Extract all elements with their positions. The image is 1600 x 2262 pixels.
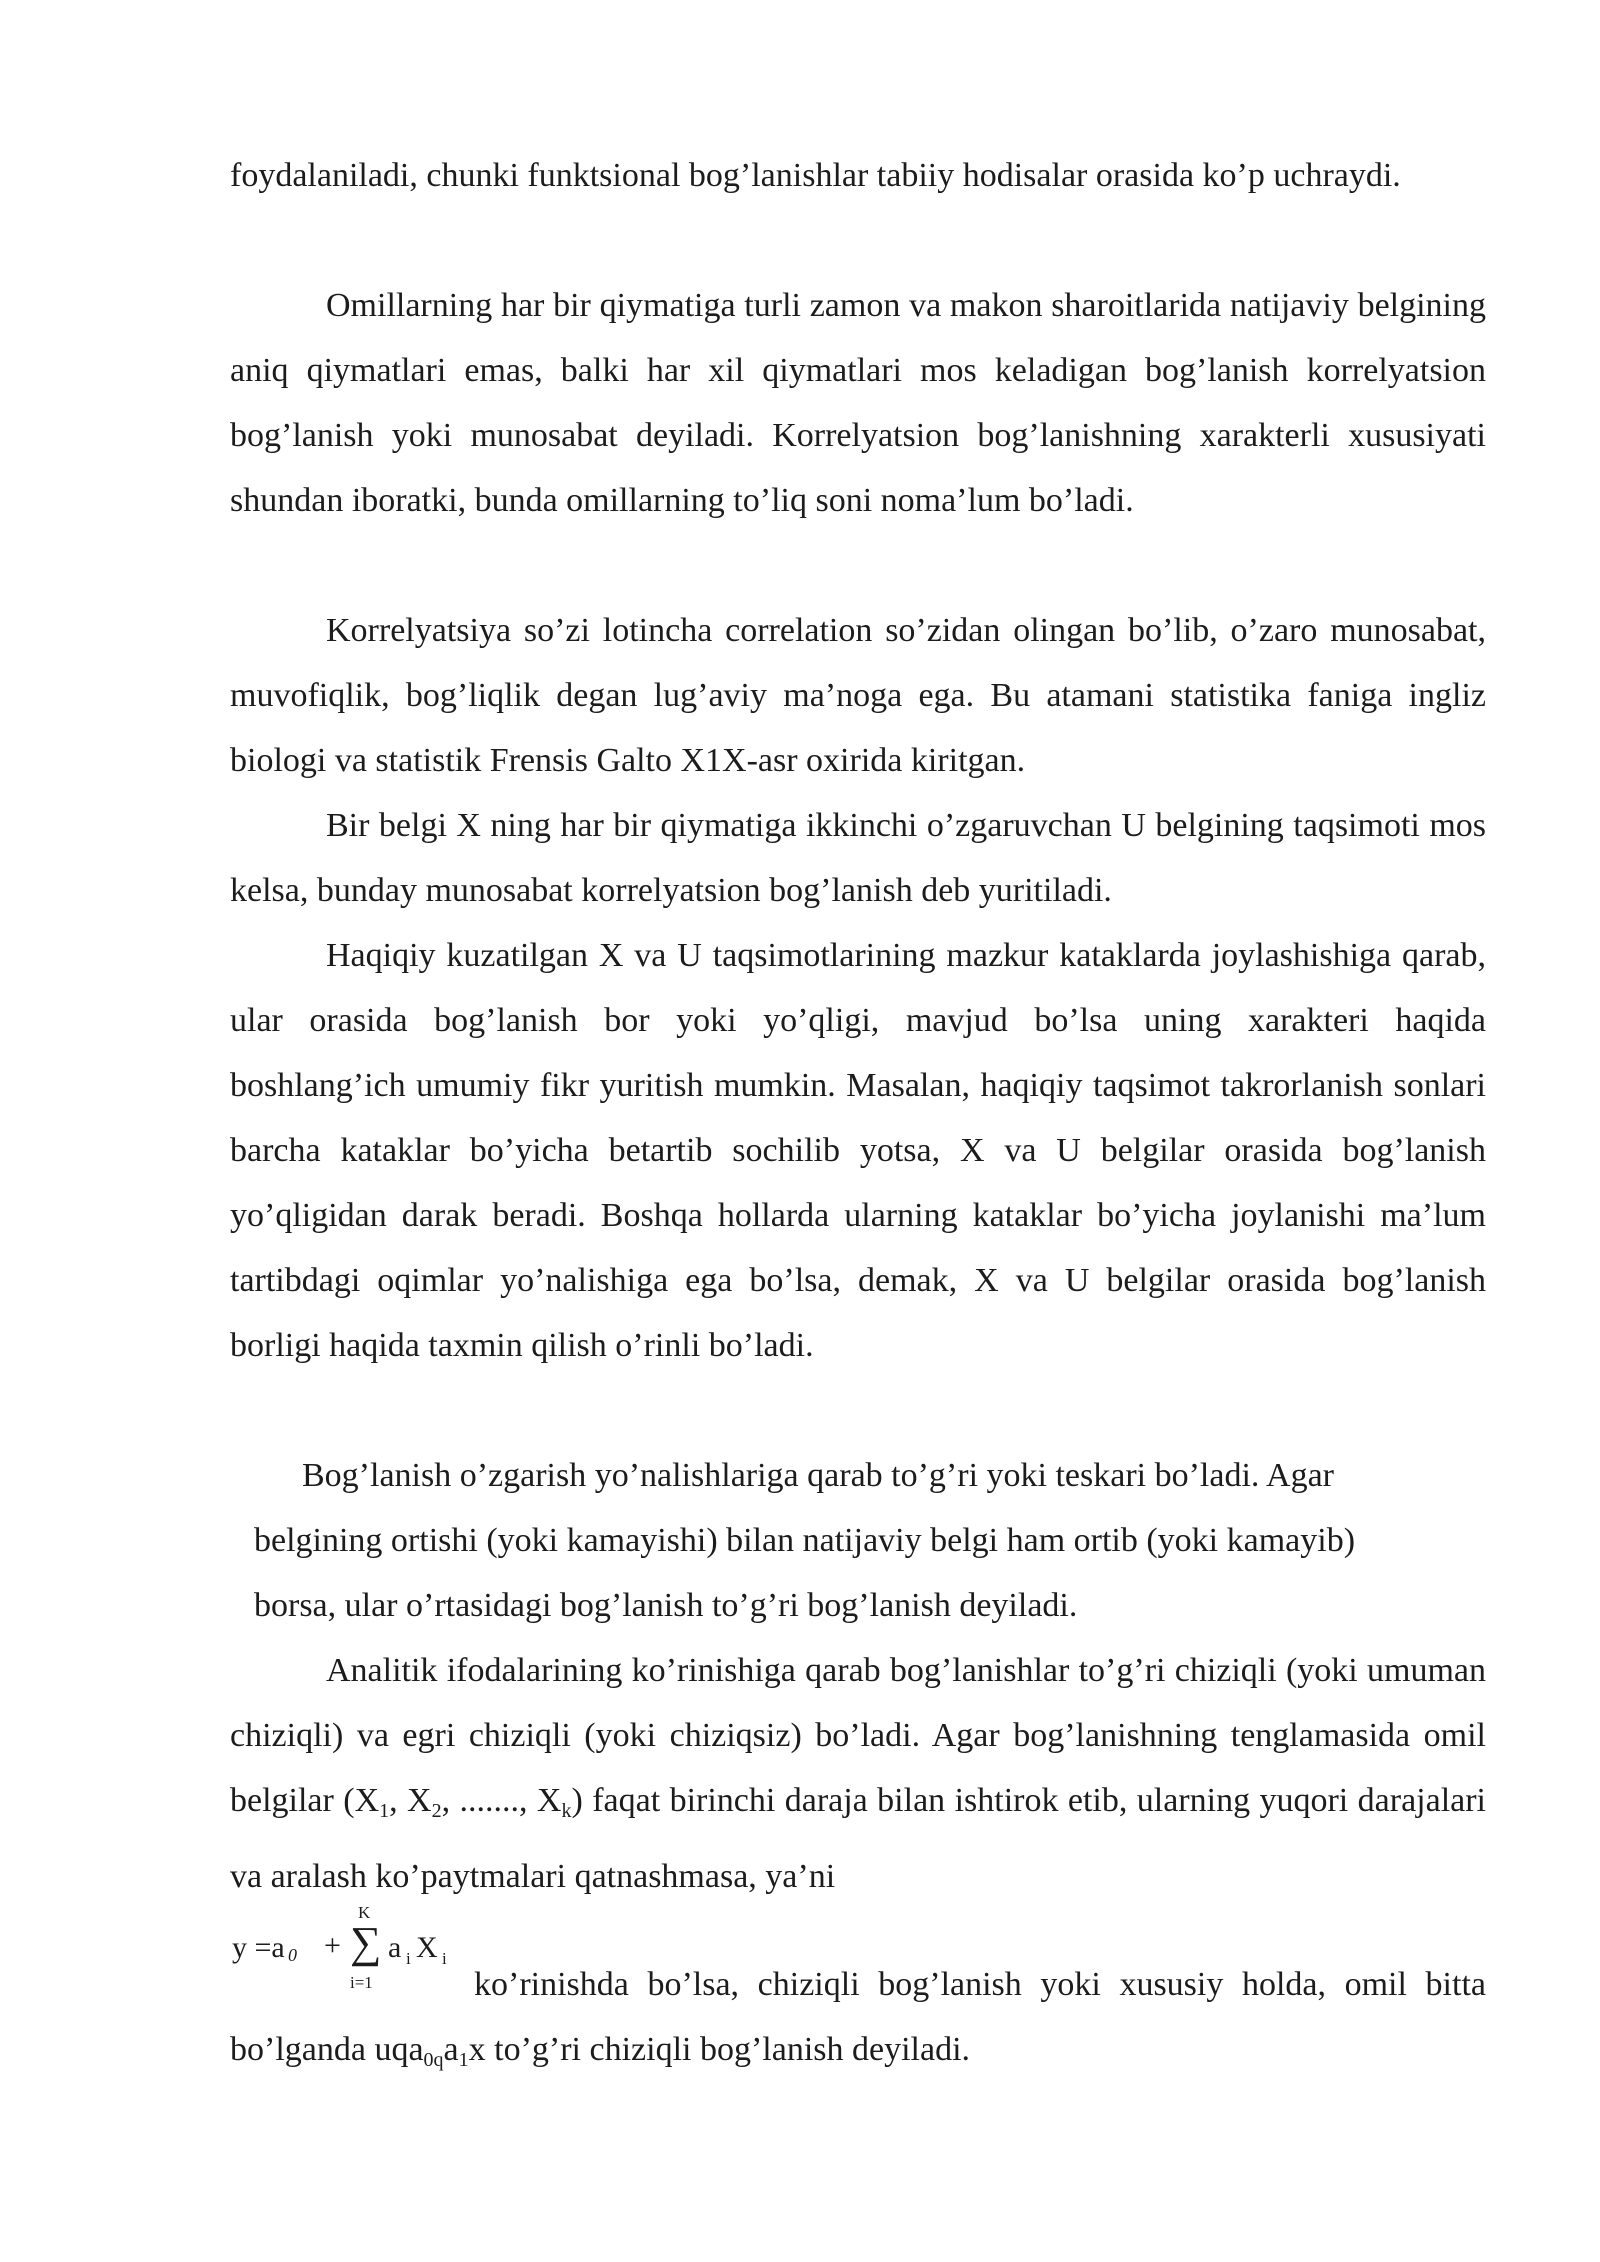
- paragraph-8: ko’rinishda bo’lsa, chiziqli bog’lanish yoki xususiy holda, omil bitta bo’lganda $uqa_{0q}a_1x$ to’g’ri chiziqli bog’lanish deyiladi.: [230, 1966, 1486, 2071]
- paragraph-6-line-3: borsa, ular o’rtasidagi bog’lanish to’g’ri bog’lanish deyiladi.: [254, 1587, 1078, 1624]
- paragraph-3: Korrelyatsiya so’zi lotincha correlation so’zidan olingan bo’lib, o’zaro munosabat, muvofiqlik, bog’liqlik degan lug’aviy ma’noga ega. Bu atamani statistika faniga ingliz biologi va statistik Frensis Galto X1X-asr oxirida kiritgan.: [230, 612, 1486, 779]
- paragraph-5: Haqiqiy kuzatilgan X va U taqsimotlarining mazkur kataklarda joylashishiga qarab, ular orasida bog’lanish bor yoki yo’qligi, mavjud bo’lsa uning xarakteri haqida boshlang’ich umumiy fikr yuritish mumkin. Masalan, haqiqiy taqsimot takrorlanish sonlari barcha kataklar bo’yicha betartib sochilib yotsa, X va U belgilar orasida bog’lanish yo’qligidan darak beradi. Boshqa hollarda ularning kataklar bo’yicha joylanishi ma’lum tartibdagi oqimlar yo’nalishiga ega bo’lsa, demak, X va U belgilar orasida bog’lanish borligi haqida taxmin qilish o’rinli bo’ladi.: [230, 937, 1486, 1364]
- paragraph-6-line-1: Bog’lanish o’zgarish yo’nalishlariga qarab to’g’ri yoki teskari bo’ladi. Agar: [302, 1457, 1334, 1494]
- paragraph-7: Analitik ifodalarining ko’rinishiga qarab bog’lanishlar to’g’ri chiziqli (yoki umuman chiziqli) va egri chiziqli (yoki chiziqsiz) bo’ladi. Agar bog’lanishning tenglamasida omil belgilar ($X_1$, $X_2$, ......., $X_k$) faqat birinchi daraja bilan ishtirok etib, ularning yuqori darajalari va aralash ko’paytmalari qatnashmasa, ya’ni: [230, 1652, 1486, 1895]
- linear-regression-formula: y =a 0 + K ∑ i=1 a i X i: [232, 1903, 447, 1992]
- paragraph-4: Bir belgi X ning har bir qiymatiga ikkinchi o’zgaruvchan U belgining taqsimoti mos kelsa, bunday munosabat korrelyatsion bog’lanish deb yuritiladi.: [230, 807, 1486, 909]
- paragraph-2: Omillarning har bir qiymatiga turli zamon va makon sharoitlarida natijaviy belgining aniq qiymatlari emas, balki har xil qiymatlari mos keladigan bog’lanish korrelyatsion bog’lanish yoki munosabat deyiladi. Korrelyatsion bog’lanishning xarakterli xususiyati shundan iboratki, bunda omillarning to’liq soni noma’lum bo’ladi.: [230, 287, 1486, 519]
- paragraph-6-line-2: belgining ortishi (yoki kamayishi) bilan natijaviy belgi ham ortib (yoki kamayib): [254, 1522, 1356, 1559]
- paragraph-1: foydalaniladi, chunki funktsional bog’lanishlar tabiiy hodisalar orasida ko’p uchraydi.: [230, 157, 1401, 194]
